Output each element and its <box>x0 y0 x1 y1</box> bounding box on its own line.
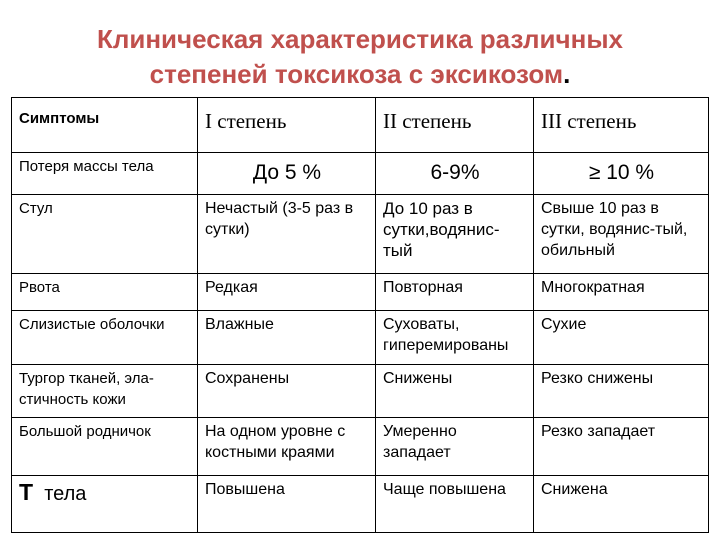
row-degree-3: ≥ 10 % <box>534 153 709 195</box>
row-degree-2: 6-9% <box>376 153 534 195</box>
row-degree-1: Повышена <box>198 476 376 533</box>
toxicosis-table <box>11 97 709 533</box>
row-degree-1: Нечастый (3-5 раз в сутки) <box>198 195 376 274</box>
row-degree-2: Умеренно западает <box>376 418 534 476</box>
table-header-row <box>12 98 709 153</box>
row-symptom: Рвота <box>12 274 198 311</box>
row-degree-3: Многократная <box>534 274 709 311</box>
slide-title <box>0 22 720 92</box>
row-symptom: Тургор тканей, эла-стичность кожи <box>12 365 198 418</box>
row-degree-3: Свыше 10 раз в сутки, водянис-тый, обильный <box>534 195 709 274</box>
temperature-rest: тела <box>44 483 87 505</box>
row-degree-2: Снижены <box>376 365 534 418</box>
table-row <box>12 274 709 311</box>
header-degree-1: I степень <box>198 98 376 153</box>
temperature-t-letter: Т <box>19 479 34 505</box>
row-degree-3: Резко западает <box>534 418 709 476</box>
table-row <box>12 365 709 418</box>
row-degree-3: Сухие <box>534 311 709 365</box>
row-degree-1: На одном уровне с костными краями <box>198 418 376 476</box>
row-degree-1: Влажные <box>198 311 376 365</box>
row-degree-3: Снижена <box>534 476 709 533</box>
row-degree-3: Резко снижены <box>534 365 709 418</box>
row-degree-2: До 10 раз в сутки,водянис-тый <box>376 195 534 274</box>
title-line-1: Клиническая характеристика различных <box>96 24 623 54</box>
title-dot: . <box>563 59 571 89</box>
row-symptom: Слизистые оболочки <box>12 311 198 365</box>
title-line-2-text: степеней токсикоза с эксикозом <box>149 59 564 89</box>
row-degree-2: Суховаты, гиперемированы <box>376 311 534 365</box>
row-degree-1: До 5 % <box>198 153 376 195</box>
table-row <box>12 311 709 365</box>
header-degree-2: II степень <box>376 98 534 153</box>
row-symptom: Стул <box>12 195 198 274</box>
table-row <box>12 195 709 274</box>
row-symptom <box>12 476 198 533</box>
row-degree-1: Редкая <box>198 274 376 311</box>
table-row <box>12 418 709 476</box>
row-degree-2: Повторная <box>376 274 534 311</box>
header-symptoms: Симптомы <box>12 98 198 153</box>
header-degree-3: III степень <box>534 98 709 153</box>
table-row <box>12 476 709 533</box>
row-degree-1: Сохранены <box>198 365 376 418</box>
title-line-2 <box>0 57 720 92</box>
row-symptom: Большой родничок <box>12 418 198 476</box>
table-row <box>12 153 709 195</box>
row-degree-2: Чаще повышена <box>376 476 534 533</box>
row-symptom: Потеря массы тела <box>12 153 198 195</box>
